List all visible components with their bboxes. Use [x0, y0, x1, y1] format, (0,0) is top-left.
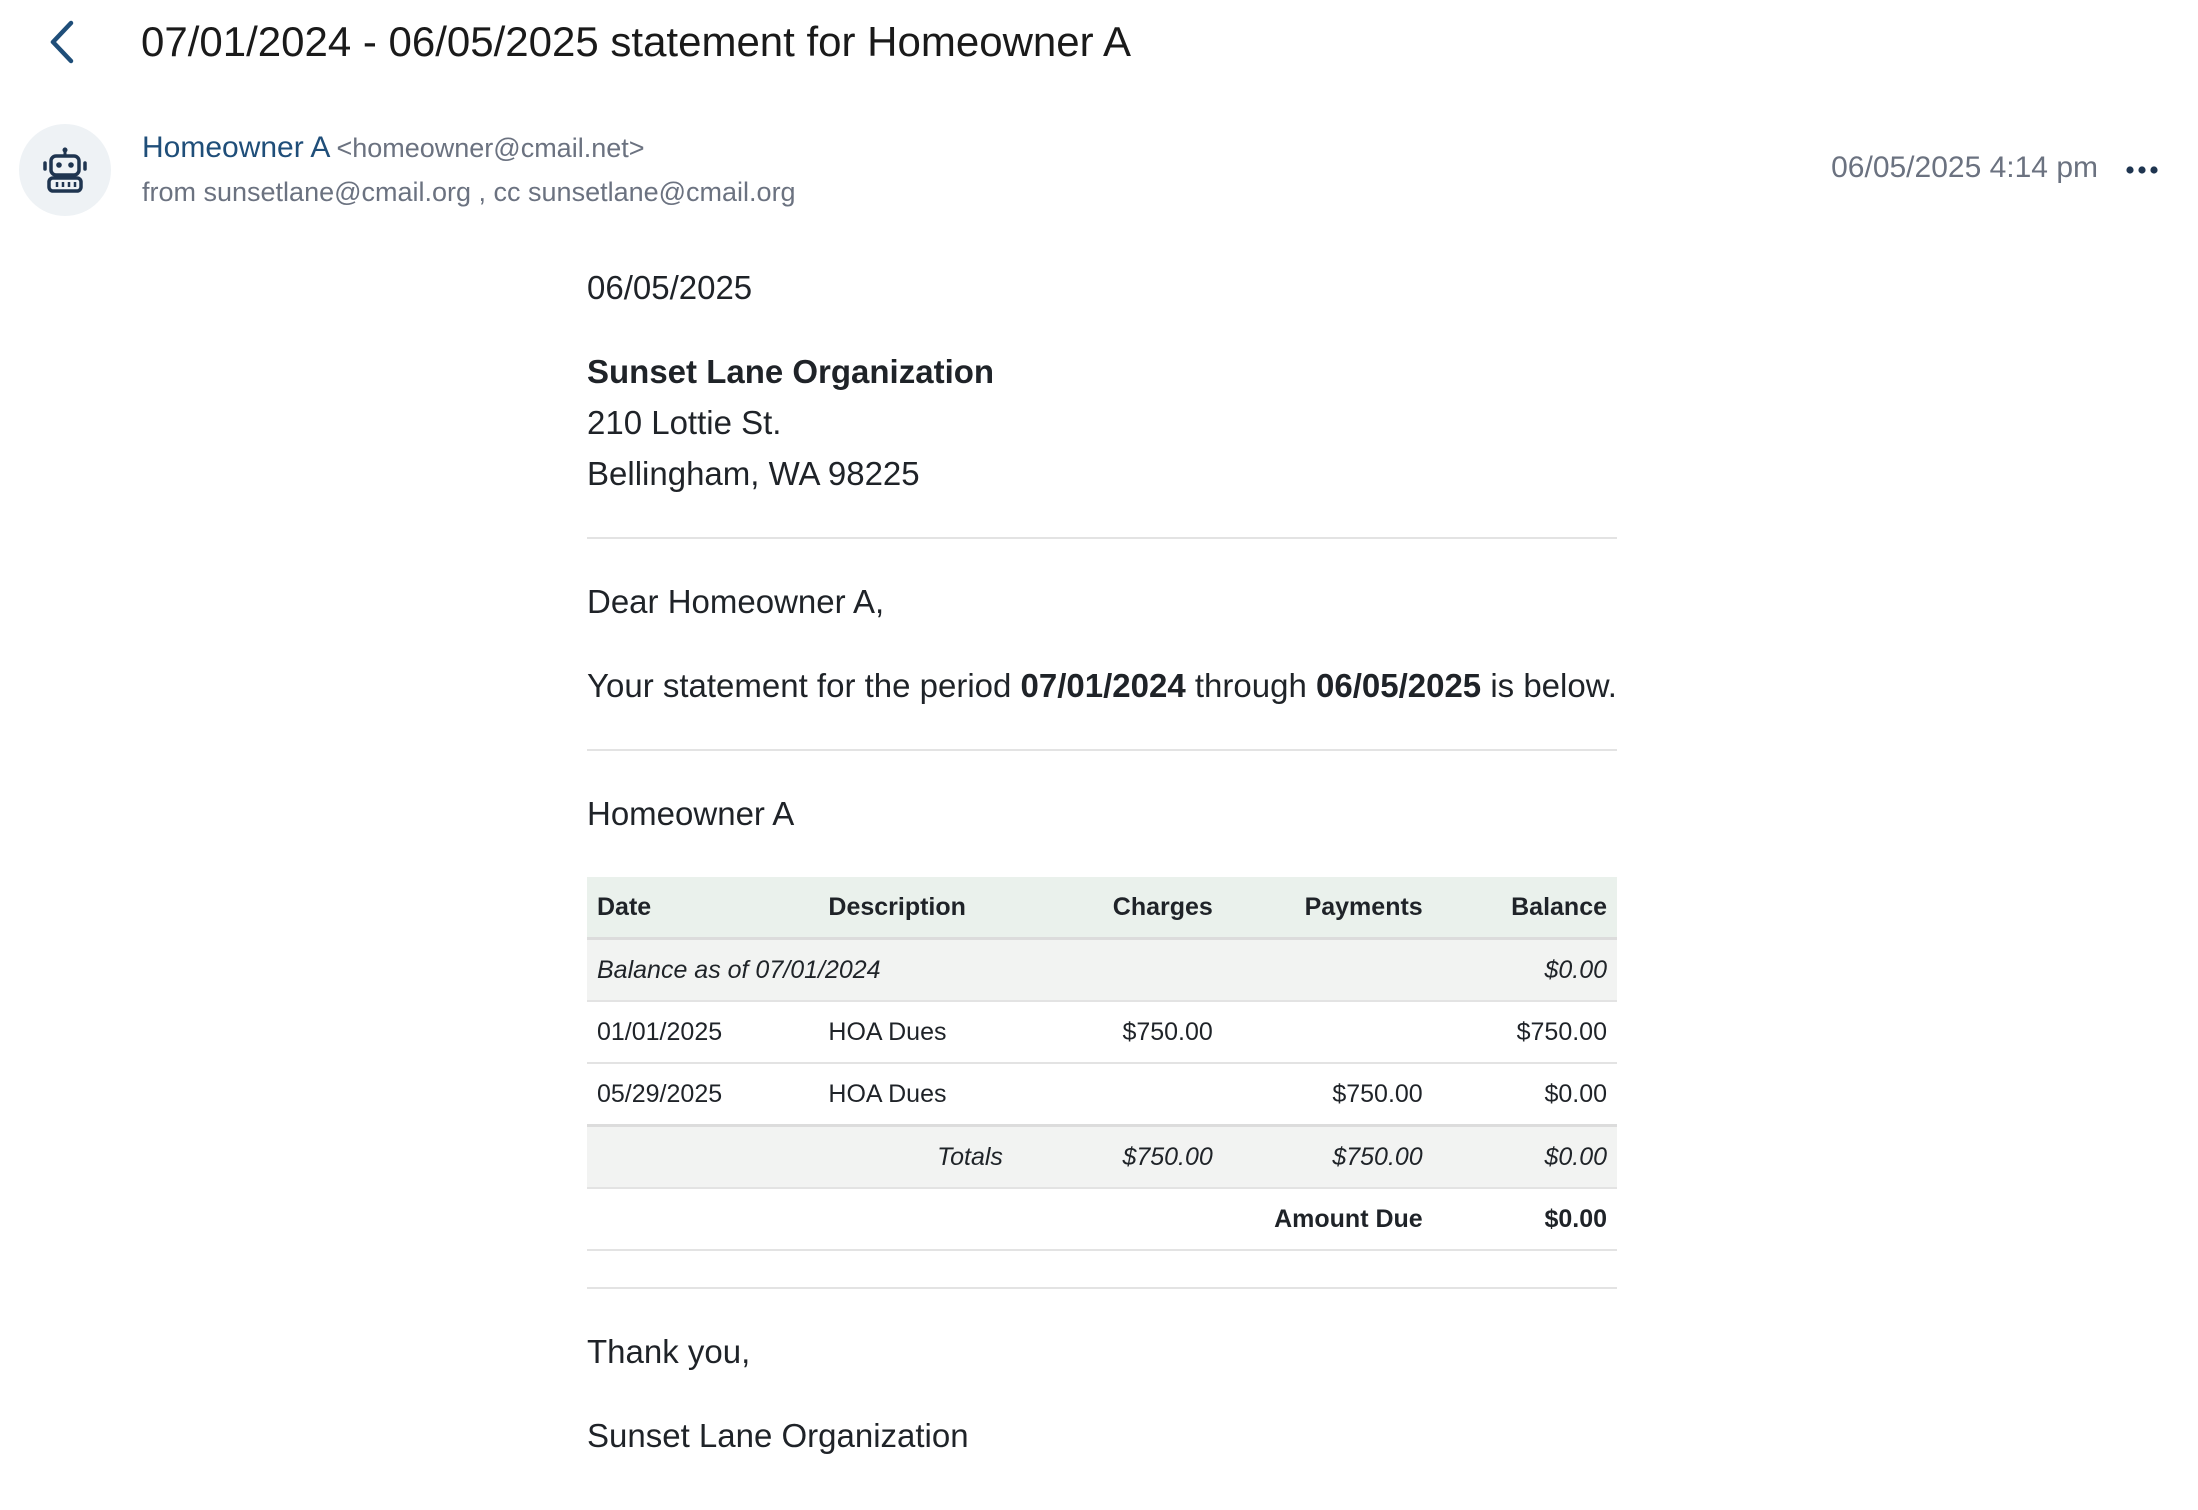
totals-row [587, 1126, 1617, 1189]
totals-charges: $750.00 [1013, 1126, 1223, 1189]
statement-table [587, 877, 1617, 1251]
message-body [587, 262, 1617, 1461]
closing: Thank you, [587, 1333, 751, 1370]
amount-due-row [587, 1188, 1617, 1250]
totals-payments: $750.00 [1223, 1126, 1433, 1189]
opening-balance-value: $0.00 [1433, 939, 1617, 1002]
more-actions-button[interactable] [2120, 150, 2164, 190]
chevron-left-icon [47, 19, 77, 65]
robot-icon [43, 147, 87, 193]
table-row [587, 1063, 1617, 1126]
sender-line [142, 128, 645, 168]
totals-label: Totals [587, 1126, 1013, 1189]
statement-suffix: is below. [1481, 667, 1617, 704]
header-charges: Charges [1013, 877, 1223, 939]
header-balance: Balance [1433, 877, 1617, 939]
row-charges: $750.00 [1013, 1001, 1223, 1063]
address-line-1: 210 Lottie St. [587, 404, 782, 441]
row-balance: $0.00 [1433, 1063, 1617, 1126]
sender-name[interactable]: Homeowner A [142, 131, 331, 164]
header-description: Description [818, 877, 1013, 939]
divider [587, 749, 1617, 751]
row-balance: $750.00 [1433, 1001, 1617, 1063]
opening-balance-row [587, 939, 1617, 1002]
recipients-line: from sunsetlane@cmail.org , cc sunsetlane@cmail.org [142, 177, 796, 207]
statement-prefix: Your statement for the period [587, 667, 1021, 704]
amount-due-value: $0.00 [1433, 1188, 1617, 1250]
divider [587, 1287, 1617, 1289]
back-button[interactable] [36, 14, 88, 70]
period-end: 06/05/2025 [1315, 667, 1482, 704]
statement-intro [587, 660, 1617, 711]
header-date: Date [587, 877, 818, 939]
row-date: 01/01/2025 [587, 1001, 818, 1063]
message-timestamp: 06/05/2025 4:14 pm [1831, 151, 2098, 184]
row-date: 05/29/2025 [587, 1063, 818, 1126]
statement-mid: through [1185, 667, 1316, 704]
sender-email: <homeowner@cmail.net> [336, 133, 645, 163]
address-line-2: Bellingham, WA 98225 [587, 455, 920, 492]
signature: Sunset Lane Organization [587, 1417, 969, 1454]
email-subject: 07/01/2024 - 06/05/2025 statement for Homeowner A [141, 18, 1131, 65]
row-payments [1223, 1001, 1433, 1063]
greeting: Dear Homeowner A, [587, 583, 885, 620]
header-payments: Payments [1223, 877, 1433, 939]
row-payments: $750.00 [1223, 1063, 1433, 1126]
account-name: Homeowner A [587, 795, 795, 832]
more-horizontal-icon [2126, 165, 2158, 175]
period-start: 07/01/2024 [1020, 667, 1186, 704]
table-row [587, 1001, 1617, 1063]
organization-name: Sunset Lane Organization [587, 353, 995, 390]
totals-balance: $0.00 [1433, 1126, 1617, 1189]
row-description: HOA Dues [818, 1063, 1013, 1126]
row-charges [1013, 1063, 1223, 1126]
amount-due-label: Amount Due [587, 1188, 1433, 1250]
row-description: HOA Dues [818, 1001, 1013, 1063]
divider [587, 537, 1617, 539]
opening-balance-label: Balance as of 07/01/2024 [587, 939, 1433, 1002]
sender-avatar[interactable] [19, 124, 111, 216]
table-header-row [587, 877, 1617, 939]
statement-date: 06/05/2025 [587, 269, 753, 306]
